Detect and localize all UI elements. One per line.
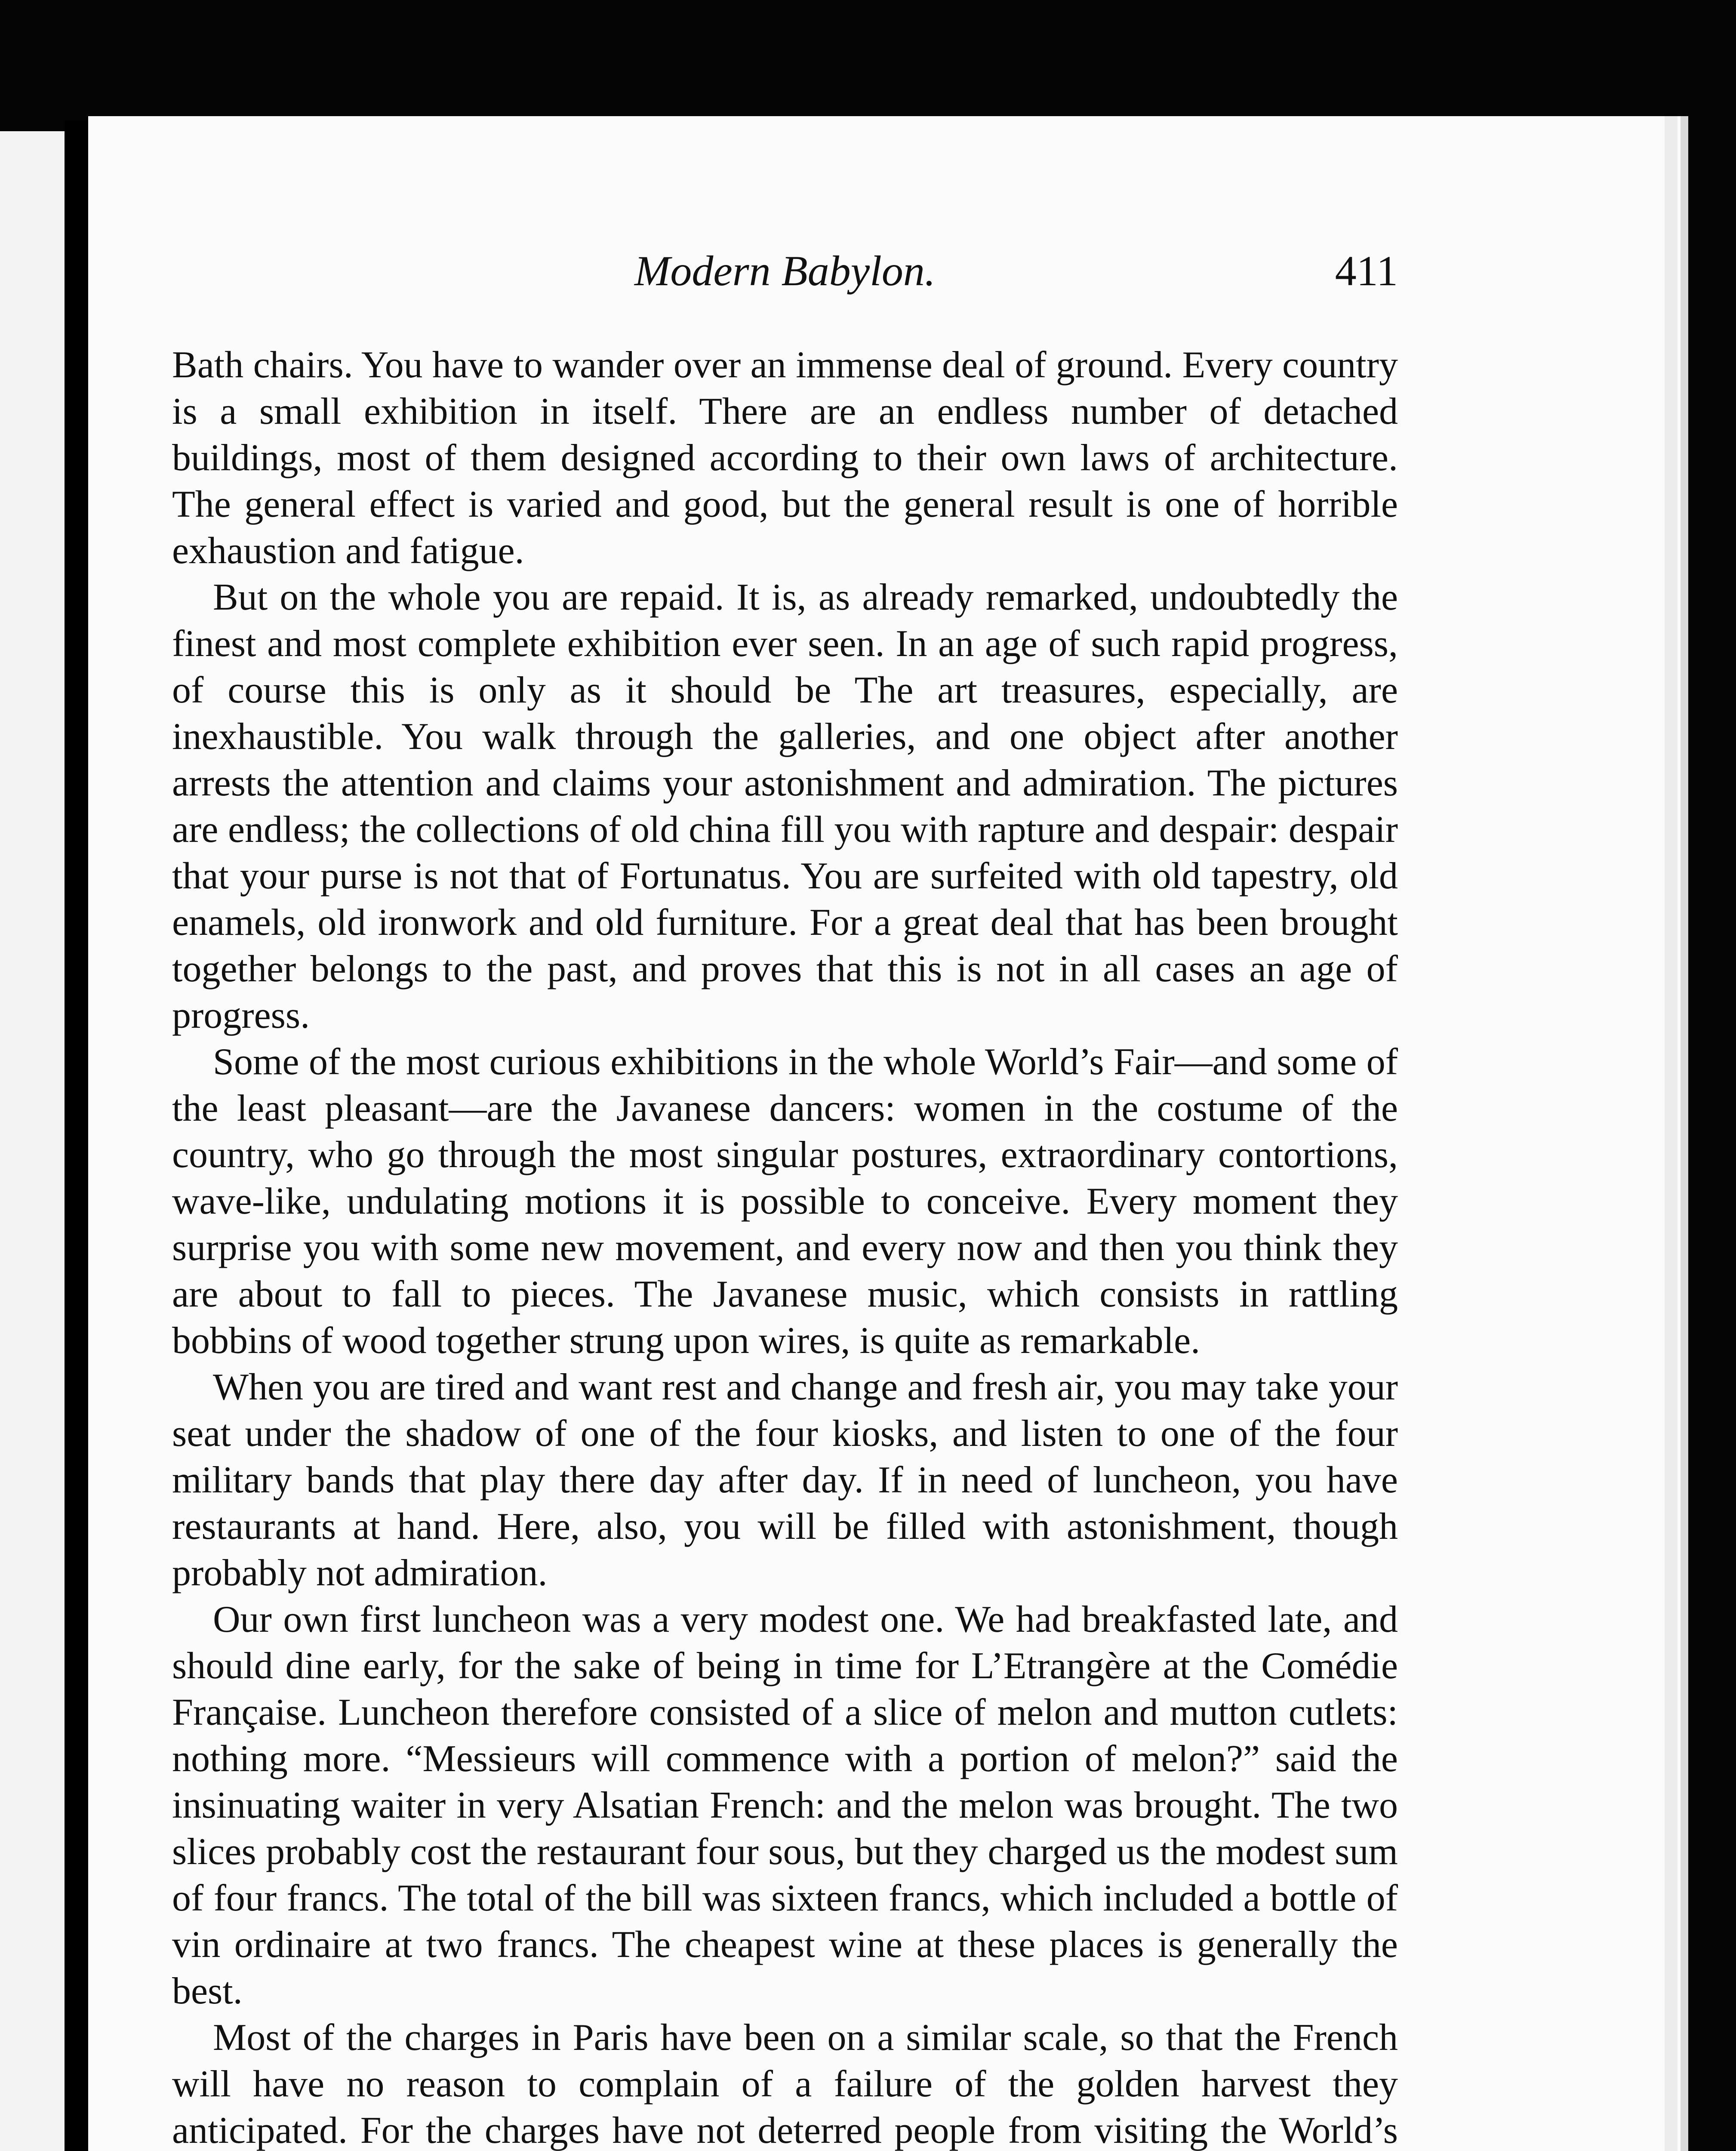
running-head bbox=[172, 241, 1398, 301]
page-number: 411 bbox=[1335, 247, 1398, 295]
running-title: Modern Babylon. bbox=[634, 247, 936, 295]
paragraph: Our own first luncheon was a very modest one. We had breakfasted late, and should dine early, for the sake of being in time for L’Etrangère at the Comédie Française. Luncheon therefore consisted of a slice of melon and mutton cutlets: nothing more. “Messieurs will commence with a portion of melon?” said the insinuating waiter in very Alsatian French: and the melon was brought. The two slices probably cost the restaurant four sous, but they charged us the modest sum of four francs. The total of the bill was sixteen francs, which included a bottle of vin ordinaire at two francs. The cheapest wine at these places is generally the best. bbox=[172, 1599, 1398, 2012]
paragraph: Most of the charges in Paris have been on a similar scale, so that the French will have no reason to complain of a failure of the golden harvest they anticipated. For the charges have not deterred people from visiting the World’s bbox=[172, 2017, 1398, 2151]
book-gutter bbox=[65, 120, 88, 2151]
paragraph: But on the whole you are repaid. It is, as already remarked, undoubtedly the finest and most complete exhibition ever seen. In an age of such rapid progress, of course this is only as it should be The art treasures, especially, are inexhaustible. You walk through the galleries, and one object after another arrests the attention and claims your astonishment and admiration. The pictures are endless; the collections of old china fill you with rapture and despair: despair that your purse is not that of Fortunatus. You are surfeited with old tapestry, old enamels, old ironwork and old furniture. For a great deal that has been brought together belongs to the past, and proves that this is not in all cases an age of progress. bbox=[172, 576, 1398, 1036]
previous-page-edge bbox=[0, 131, 65, 2151]
paragraph: Some of the most curious exhibitions in the whole World’s Fair—and some of the least pleasant—are the Javanese dancers: women in the costume of the country, who go through the most singular postures, extraordinary contortions, wave-like, undulating motions it is possible to conceive. Every moment they surprise you with some new movement, and every now and then you think they are about to fall to pieces. The Javanese music, which consists in rattling bobbins of wood together strung upon wires, is quite as remarkable. bbox=[172, 1041, 1398, 1362]
body-text bbox=[172, 342, 1398, 2151]
page-edge-shadow bbox=[1665, 116, 1678, 2151]
paragraph: When you are tired and want rest and change and fresh air, you may take your seat under the shadow of one of the four kiosks, and listen to one of the four military bands that play there day after day. If in need of luncheon, you have restaurants at hand. Here, also, you will be filled with astonishment, though probably not admiration. bbox=[172, 1366, 1398, 1594]
paragraph: Bath chairs. You have to wander over an immense deal of ground. Every country is a small exhibition in itself. There are an endless number of detached buildings, most of them designed according to their own laws of architecture. The general effect is varied and good, but the general result is one of horrible exhaustion and fatigue. bbox=[172, 344, 1398, 572]
